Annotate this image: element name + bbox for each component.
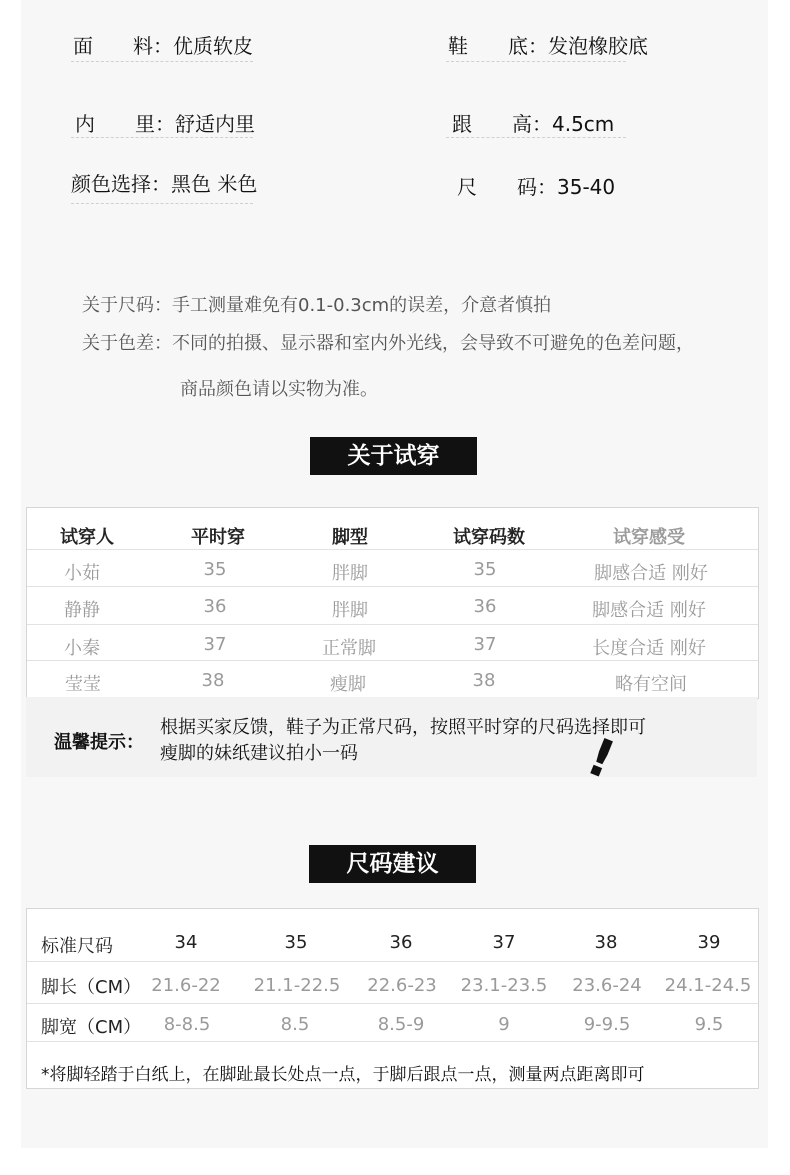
width-cell: 8.5 bbox=[280, 1014, 310, 1035]
tryon-cell: 略有空间 bbox=[615, 674, 687, 695]
size-cell: 37 bbox=[492, 932, 516, 953]
spec-material-key: 面 料： bbox=[73, 34, 173, 58]
size-note bbox=[82, 291, 551, 317]
divider bbox=[27, 586, 758, 587]
spec-heel bbox=[452, 108, 614, 137]
spec-color bbox=[71, 168, 257, 197]
tryon-cell: 胖脚 bbox=[332, 600, 368, 621]
size-cell: 39 bbox=[697, 932, 721, 953]
length-cell: 23.6-24 bbox=[572, 975, 642, 996]
divider bbox=[27, 1041, 758, 1042]
spec-heel-value: 4.5cm bbox=[552, 112, 615, 136]
tryon-cell: 正常脚 bbox=[322, 638, 376, 659]
length-cell: 21.1-22.5 bbox=[253, 975, 341, 996]
size-cell: 36 bbox=[389, 932, 413, 953]
spec-material bbox=[73, 30, 253, 59]
length-cell: 23.1-23.5 bbox=[460, 975, 548, 996]
width-cell: 8-8.5 bbox=[163, 1014, 211, 1035]
tip-line-1: 根据买家反馈，鞋子为正常尺码，按照平时穿的尺码选择即可 bbox=[160, 717, 646, 738]
tryon-cell: 瘦脚 bbox=[330, 674, 366, 695]
size-cell: 38 bbox=[594, 932, 618, 953]
tryon-cell: 37 bbox=[473, 634, 497, 655]
divider bbox=[71, 137, 253, 138]
tip-line-2: 瘦脚的妹纸建议拍小一码 bbox=[160, 743, 358, 764]
spec-sole-key: 鞋 底： bbox=[448, 34, 548, 58]
tryon-cell: 静静 bbox=[64, 600, 100, 621]
tryon-cell: 35 bbox=[203, 559, 227, 580]
color-note-line2: 商品颜色请以实物为准。 bbox=[180, 379, 378, 400]
width-cell: 9.5 bbox=[694, 1014, 724, 1035]
size-note-text: 手工测量难免有0.1-0.3cm的误差，介意者慎拍 bbox=[172, 295, 552, 316]
color-note bbox=[82, 329, 694, 355]
tryon-header-person: 试穿人 bbox=[60, 527, 114, 548]
divider bbox=[27, 624, 758, 625]
size-cell: 35 bbox=[284, 932, 308, 953]
tryon-cell: 脚感合适 刚好 bbox=[594, 563, 708, 584]
sizing-table bbox=[26, 908, 759, 1089]
row-label-standard: 标准尺码 bbox=[41, 936, 113, 957]
tryon-cell: 36 bbox=[203, 596, 227, 617]
tryon-header-foot: 脚型 bbox=[332, 527, 368, 548]
tryon-cell: 胖脚 bbox=[332, 563, 368, 584]
width-cell: 8.5-9 bbox=[377, 1014, 425, 1035]
tryon-cell: 莹莹 bbox=[65, 674, 101, 695]
divider bbox=[27, 961, 758, 962]
tryon-cell: 脚感合适 刚好 bbox=[592, 600, 706, 621]
spec-sole bbox=[448, 30, 648, 59]
spec-sole-value: 发泡橡胶底 bbox=[548, 34, 648, 58]
tryon-cell: 38 bbox=[472, 670, 496, 691]
width-cell: 9-9.5 bbox=[583, 1014, 631, 1035]
tryon-banner: 关于试穿 bbox=[310, 437, 477, 475]
row-label-length: 脚长（CM） bbox=[41, 977, 142, 998]
length-cell: 21.6-22 bbox=[151, 975, 221, 996]
tryon-cell: 35 bbox=[473, 559, 497, 580]
divider bbox=[446, 61, 626, 62]
tryon-cell: 小秦 bbox=[64, 638, 100, 659]
tryon-cell: 36 bbox=[473, 596, 497, 617]
divider bbox=[71, 203, 253, 204]
divider bbox=[71, 61, 253, 62]
divider bbox=[27, 660, 758, 661]
tryon-cell: 38 bbox=[201, 670, 225, 691]
exclamation-icon: ! bbox=[578, 726, 624, 792]
tryon-header-feel: 试穿感受 bbox=[613, 527, 685, 548]
tryon-cell: 小茹 bbox=[64, 563, 100, 584]
tryon-table bbox=[26, 507, 759, 699]
length-cell: 22.6-23 bbox=[367, 975, 437, 996]
spec-size-value: 35-40 bbox=[557, 175, 616, 199]
spec-color-value: 黑色 米色 bbox=[171, 172, 258, 196]
measure-footnote: *将脚轻踏于白纸上，在脚趾最长处点一点，于脚后跟点一点，测量两点距离即可 bbox=[41, 1065, 645, 1085]
spec-lining bbox=[75, 108, 255, 137]
sizing-banner: 尺码建议 bbox=[309, 845, 476, 883]
tryon-header-usual: 平时穿 bbox=[191, 527, 245, 548]
tip-label: 温馨提示： bbox=[54, 732, 144, 753]
tryon-cell: 37 bbox=[203, 634, 227, 655]
spec-size bbox=[457, 171, 615, 200]
size-cell: 34 bbox=[174, 932, 198, 953]
color-note-text: 不同的拍摄、显示器和室内外光线，会导致不可避免的色差问题， bbox=[172, 333, 694, 354]
size-note-label: 关于尺码： bbox=[82, 295, 172, 316]
length-cell: 24.1-24.5 bbox=[664, 975, 752, 996]
spec-size-key: 尺 码： bbox=[457, 175, 557, 199]
spec-lining-value: 舒适内里 bbox=[175, 112, 255, 136]
divider bbox=[446, 137, 626, 138]
row-label-width: 脚宽（CM） bbox=[41, 1017, 142, 1038]
spec-heel-key: 跟 高： bbox=[452, 112, 552, 136]
spec-color-key: 颜色选择： bbox=[71, 172, 171, 196]
width-cell: 9 bbox=[498, 1014, 510, 1035]
tip-box bbox=[26, 697, 757, 792]
spec-lining-key: 内 里： bbox=[75, 112, 175, 136]
tryon-cell: 长度合适 刚好 bbox=[592, 638, 706, 659]
divider bbox=[27, 549, 758, 550]
divider bbox=[27, 1003, 758, 1004]
spec-material-value: 优质软皮 bbox=[173, 34, 253, 58]
tryon-header-trysize: 试穿码数 bbox=[453, 527, 525, 548]
color-note-label: 关于色差： bbox=[82, 333, 172, 354]
